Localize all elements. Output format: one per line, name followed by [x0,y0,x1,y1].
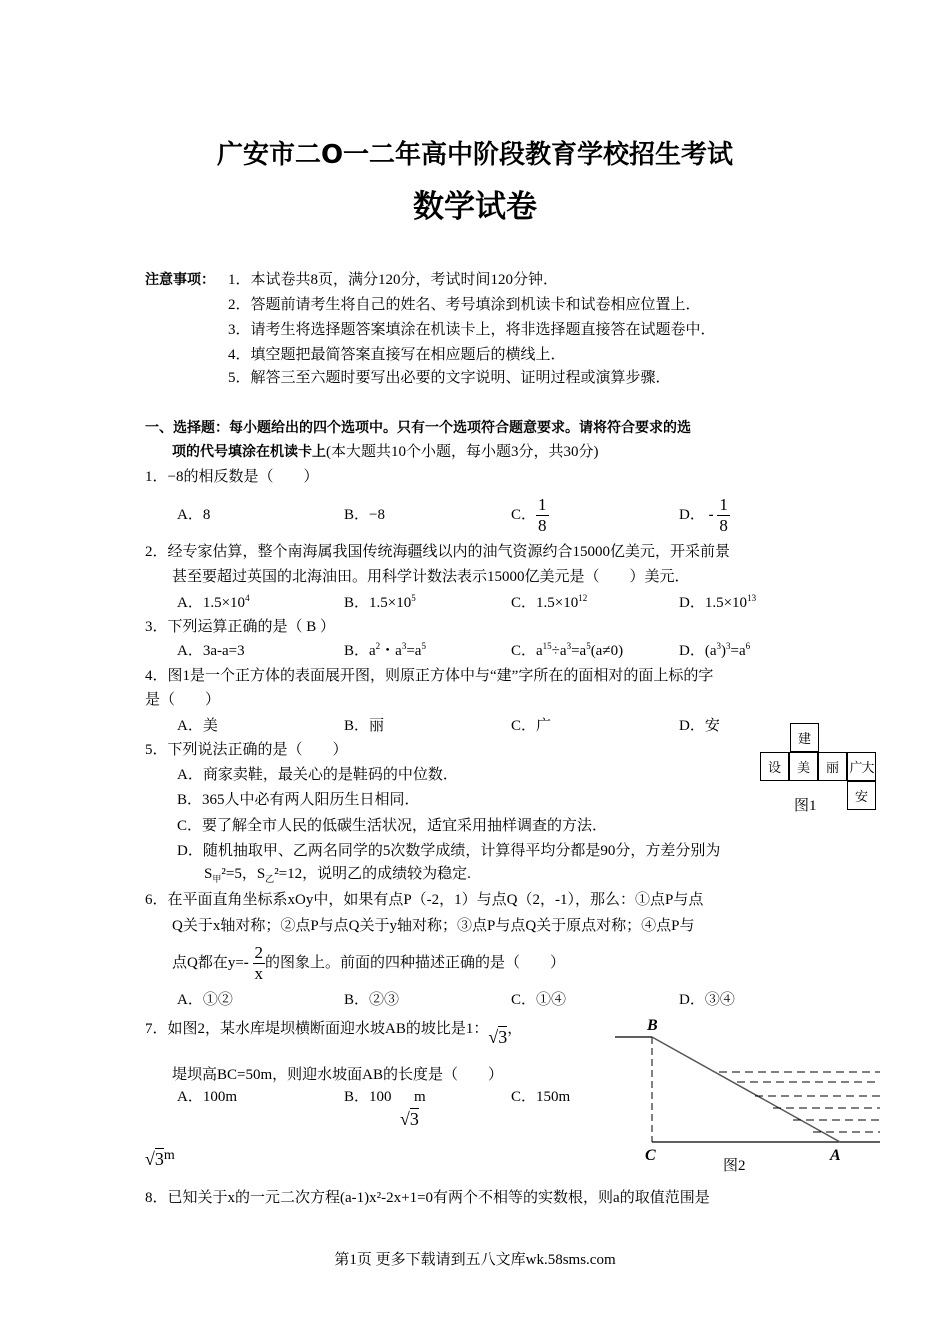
q6-line: 点Q都在y=- $\frac{2}{x}$ 的图象上。前面的四种描述正确的是（ ） [172,943,566,984]
note-item: 2．答题前请考生将自己的姓名、考号填涂到机读卡和试卷相应位置上． [228,297,701,313]
q4-line: 是（ ） [145,692,221,708]
net-cell: 设 [760,752,789,781]
figure-2-caption: 图2 [723,1158,746,1174]
figure-2-dam-diagram [615,1010,885,1180]
q2-line: 甚至要超过英国的北海油田。用科学计数法表示15000亿美元是（ ）美元． [172,569,690,585]
q3-stem: 3．下列运算正确的是（ B ） [145,619,336,635]
q5-option-b: B．365人中必有两人阳历生日相同． [177,792,420,808]
net-cell: 安 [847,781,876,810]
q4-option-b: B．丽 [344,718,385,734]
note-item: 5．解答三至六题时要写出必要的文字说明、证明过程或演算步骤． [228,370,671,386]
q7-option-b-sqrt: √3 [400,1109,419,1129]
q2-option-c: C．$1.5\times 10^{12}$ [511,593,588,611]
q4-option-c: C．广 [511,718,552,734]
q6-option-d: D．③④ [679,992,735,1008]
q6-option-b: B．②③ [344,992,400,1008]
q1-option-d: D． - $\frac{1}{8}$ [679,495,728,536]
q7-line: 堤坝高BC=50m，则迎水坡面AB的长度是（ ） [172,1067,503,1083]
note-item: 4．填空题把最简答案直接写在相应题后的横线上． [228,347,566,363]
q1-stem: 1．−8的相反数是（ ） [145,469,319,485]
q6-line: 6．在平面直角坐标系xOy中，如果有点P（-2，1）与点Q（2，-1），那么：①点P与点 [145,892,704,908]
q4-option-a: A．美 [177,718,218,734]
q8-stem: 8．已知关于x的一元二次方程(a-1)x²-2x+1=0有两个不相等的实数根，则a的取值范围是 [145,1190,710,1206]
q2-line: 2．经专家估算，整个南海属我国传统海疆线以内的油气资源约合15000亿美元，开采前景 [145,544,731,560]
q1-option-c: C． $\frac{1}{8}$ [511,495,547,536]
figure-1-caption: 图1 [794,798,817,814]
q2-option-a: A．$1.5\times 10^4$ [177,593,250,611]
q5-option-d: D．随机抽取甲、乙两名同学的5次数学成绩，计算得平均分都是90分，方差分别为 [177,843,721,859]
label-a: A [830,1147,841,1164]
q5-option-c: C．要了解全市人民的低碳生活状况，适宜采用抽样调查的方法． [177,818,608,834]
net-cell: 丽 [818,752,847,781]
q6-line: Q关于x轴对称；②点P与点Q关于y轴对称；③点P与点Q关于原点对称；④点P与 [172,918,695,934]
exam-title: 广安市二O一二年高中阶段教育学校招生考试 [216,140,734,170]
section-heading: 一、选择题：每小题给出的四个选项中。只有一个选项符合题意要求。请将符合要求的选 [145,420,691,436]
notes-label: 注意事项： [145,272,215,288]
q6-option-c: C．①④ [511,992,567,1008]
page-footer: 第1页 更多下载请到五八文库wk.58sms.com [334,1252,616,1268]
q3-option-b: B．$a^2$・$a^3=a^5$ [344,641,426,659]
q1-option-b: B．−8 [344,507,385,523]
note-item: 1．本试卷共8页，满分120分，考试时间120分钟． [228,272,559,288]
q5-stem: 5．下列说法正确的是（ ） [145,742,348,758]
q4-line: 4．图1是一个正方体的表面展开图，则原正方体中与“建”字所在的面相对的面上标的字 [145,668,714,684]
exam-subtitle: 数学试卷 [413,189,537,225]
q5-option-d-cont: $S_甲^2=5$，$S_乙^2=12$，说明乙的成绩较为稳定. [204,866,471,884]
q7-option-d-remnant: √3$^m$ [145,1148,175,1169]
q7-option-c: C．150m [511,1089,571,1105]
q5-option-a: A．商家卖鞋，最关心的是鞋码的中位数． [177,767,458,783]
net-cell: 美 [789,752,818,781]
q4-option-d: D．安 [679,718,720,734]
q2-option-d: D．$1.5\times 10^{13}$ [679,593,757,611]
q2-option-b: B．$1.5\times 10^5$ [344,593,416,611]
note-item: 3．请考生将选择题答案填涂在机读卡上，将非选择题直接答在试题卷中． [228,322,716,338]
q3-option-c: C．$a^{15}\div a^3=a^5(a\ne 0)$ [511,641,624,659]
q3-option-a: A．3a-a=3 [177,643,245,659]
q7-option-b: B．100 m [344,1089,426,1105]
section-instructions: 项的代号填涂在机读卡上(本大题共10个小题，每小题3分，共30分) [172,444,599,460]
q6-option-a: A．①② [177,992,233,1008]
net-cell: 建 [790,723,819,752]
q7-line: 7．如图2，某水库堤坝横断面迎水坡AB的坡比是1：√3， [145,1021,523,1047]
q3-option-d: D．$(a^3)^3=a^6$ [679,641,751,659]
q7-option-a: A．100m [177,1089,238,1105]
label-b: B [647,1017,658,1034]
net-cell: 广大 [847,752,876,781]
q1-option-a: A．8 [177,507,211,523]
label-c: C [645,1147,656,1164]
